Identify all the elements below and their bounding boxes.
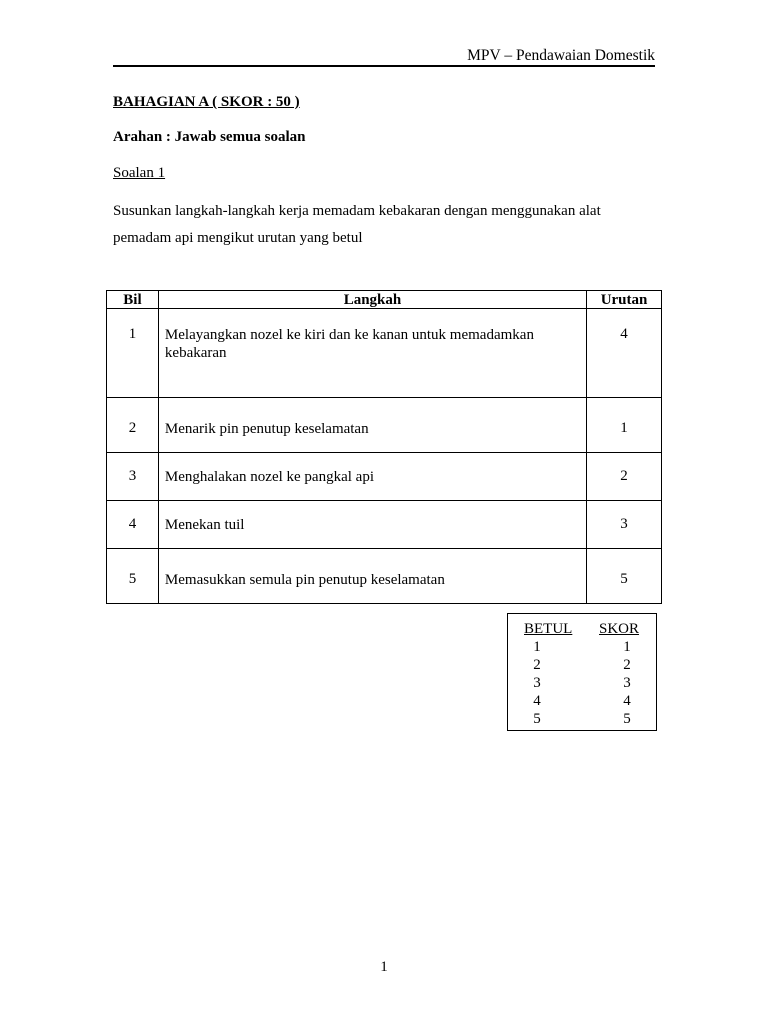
section-title: BAHAGIAN A ( SKOR : 50 ) [113, 94, 300, 110]
row-bil: 2 [107, 398, 159, 453]
scoring-skor: 3 [623, 675, 631, 691]
row-langkah: Menarik pin penutup keselamatan [158, 398, 586, 453]
instruction: Arahan : Jawab semua soalan [113, 129, 306, 145]
table-row [107, 501, 662, 549]
row-langkah: Menghalakan nozel ke pangkal api [158, 453, 586, 501]
row-bil: 1 [107, 309, 159, 398]
scoring-skor: 5 [623, 711, 631, 727]
scoring-skor: 4 [623, 693, 631, 709]
header-langkah: Langkah [158, 291, 586, 309]
scoring-header-betul: BETUL [524, 621, 573, 637]
scoring-betul: 4 [533, 693, 541, 709]
page-number: 1 [380, 959, 388, 975]
row-urutan: 1 [587, 398, 662, 453]
header-bil: Bil [107, 291, 159, 309]
table-row [107, 309, 662, 398]
row-langkah: Memasukkan semula pin penutup keselamatan [158, 549, 586, 604]
scoring-skor: 1 [623, 639, 631, 655]
scoring-betul: 2 [533, 657, 541, 673]
scoring-betul: 1 [533, 639, 541, 655]
scoring-header-skor: SKOR [599, 621, 640, 637]
row-urutan: 2 [587, 453, 662, 501]
table-header-row [107, 291, 662, 309]
scoring-skor: 2 [623, 657, 631, 673]
question-text: Susunkan langkah-langkah kerja memadam kebakaran dengan menggunakan alat pemadam api mengikut urutan yang betul [113, 203, 601, 246]
row-langkah: Melayangkan nozel ke kiri dan ke kanan untuk memadamkan kebakaran [158, 309, 586, 398]
question-label: Soalan 1 [113, 165, 166, 181]
row-langkah: Menekan tuil [158, 501, 586, 549]
row-bil: 5 [107, 549, 159, 604]
scoring-box [507, 613, 657, 731]
row-urutan: 5 [587, 549, 662, 604]
row-bil: 3 [107, 453, 159, 501]
steps-table [106, 290, 662, 604]
table-row [107, 453, 662, 501]
scoring-betul: 3 [533, 675, 541, 691]
row-urutan: 4 [587, 309, 662, 398]
header-rule [113, 65, 655, 67]
header-title: MPV – Pendawaian Domestik [467, 47, 655, 64]
table-row [107, 398, 662, 453]
table-row [107, 549, 662, 604]
scoring-betul: 5 [533, 711, 541, 727]
row-urutan: 3 [587, 501, 662, 549]
row-bil: 4 [107, 501, 159, 549]
header-urutan: Urutan [587, 291, 662, 309]
